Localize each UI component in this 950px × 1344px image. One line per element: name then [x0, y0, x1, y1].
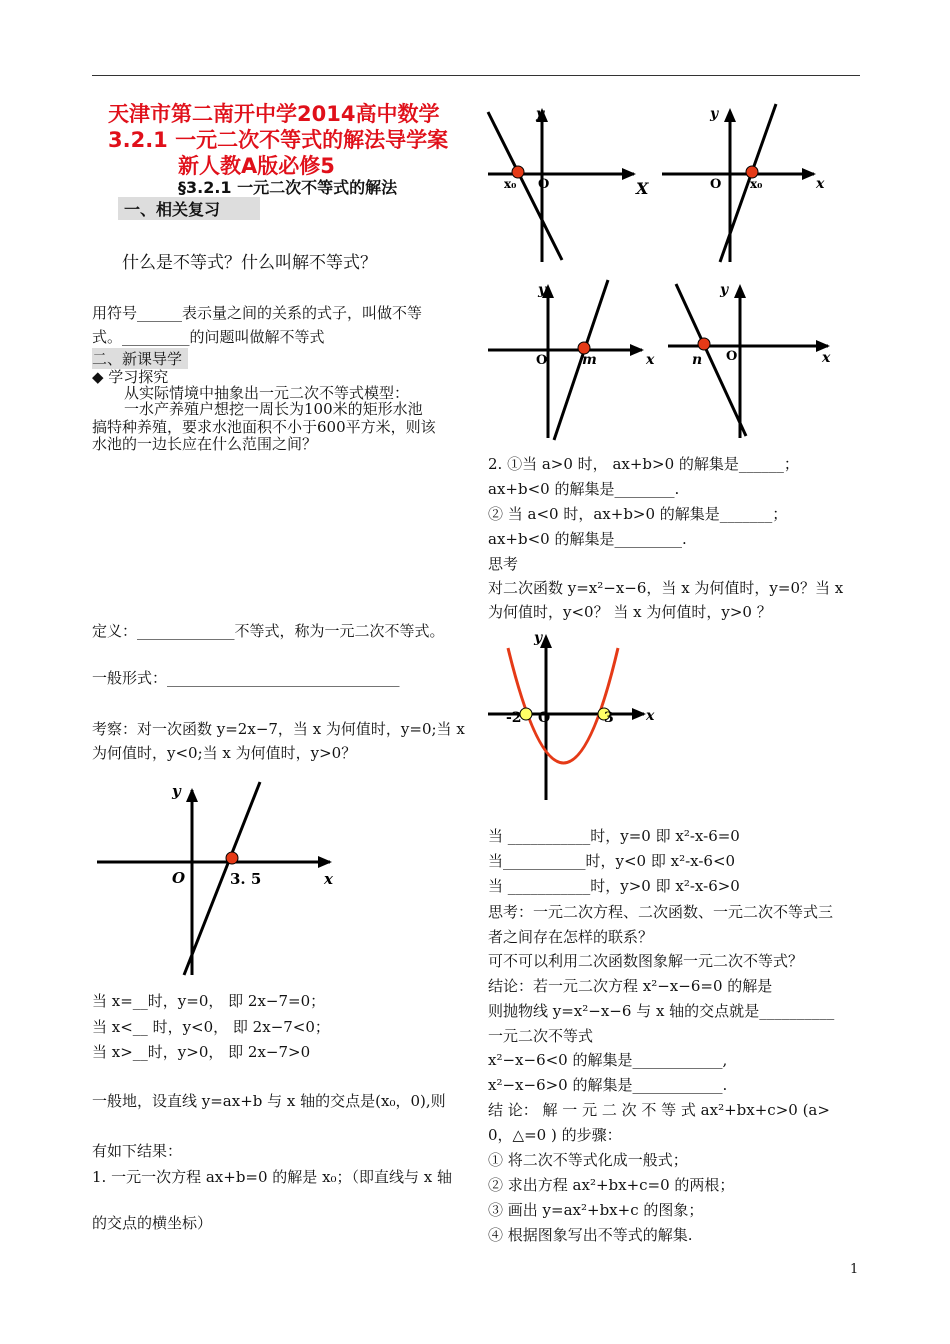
x-label: x: [646, 708, 655, 724]
item-two-a: 2. ①当 a>0 时， ax+b>0 的解集是______；: [488, 455, 799, 473]
x-axis-arrow: [318, 856, 332, 868]
graph-increasing-x0: [658, 100, 838, 270]
part-one-heading: 一、相关复习: [118, 197, 260, 220]
origin-label: O: [172, 869, 186, 887]
y-label: y: [720, 282, 729, 298]
root-point-left: [520, 708, 532, 720]
root-label: 3. 5: [230, 870, 262, 888]
linear-graph-y-2x-7: [92, 780, 342, 980]
when-y-negative: 当___________时，y<0 即 x²-x-6<0: [488, 852, 736, 870]
x-label: x: [324, 870, 333, 888]
when-less: 当 x<__ 时，y<0， 即 2x−7<0；: [92, 1018, 330, 1036]
think-line-2: 为何值时，y<0？ 当 x 为何值时，y>0 ？: [488, 603, 772, 621]
definition-line-2: 式。_________的问题叫做解不等式: [92, 328, 325, 346]
y-axis-arrow: [186, 788, 198, 802]
problem-line-2: 搞特种养殖，要求水池面积不小于600平方米，则该: [92, 418, 436, 436]
y-axis-arrow: [734, 284, 746, 298]
general-form: 一般形式：_______________________________: [92, 669, 400, 687]
conclusion-line-6: 结 论： 解 一 元 二 次 不 等 式 ax²+bx+c>0 (a>: [488, 1101, 830, 1119]
x-axis-arrow: [622, 168, 636, 180]
graph-increasing-m: [484, 276, 664, 446]
when-y-zero: 当 ___________时，y=0 即 x²-x-6=0: [488, 827, 740, 845]
observe-line-2: 为何值时，y<0;当 x 为何值时，y>0？: [92, 744, 357, 762]
parabola-graph: [484, 628, 664, 808]
root-label: x₀: [504, 177, 517, 191]
when-equal: 当 x=__时，y=0， 即 2x−7=0；: [92, 992, 326, 1010]
conclusion-line-5: x²−x−6>0 的解集是____________.: [488, 1076, 728, 1094]
x-label: x: [816, 176, 825, 192]
x-axis-arrow: [802, 168, 816, 180]
root-label: m: [582, 352, 597, 368]
x-axis-arrow: [630, 344, 644, 356]
line-graph: [554, 280, 608, 440]
y-label: y: [172, 782, 181, 800]
step-four: ④ 根据图象写出不等式的解集.: [488, 1226, 693, 1244]
when-greater: 当 x>__时，y>0， 即 2x−7>0: [92, 1043, 311, 1061]
item-one-cont: 的交点的横坐标）: [92, 1214, 213, 1232]
definition-line-1: 用符号______表示量之间的关系的式子，叫做不等: [92, 304, 423, 322]
root-label-left: -2: [506, 710, 522, 726]
problem-line-3: 水池的一边长应在什么范围之间？: [92, 435, 318, 453]
think-heading: 思考: [488, 555, 519, 573]
line-graph: [488, 112, 562, 260]
conclusion-line-2: 则抛物线 y=x²−x−6 与 x 轴的交点就是__________: [488, 1002, 835, 1020]
conclusion-intro: 有如下结果：: [92, 1142, 183, 1160]
origin-label: O: [538, 710, 551, 726]
observe-line-1: 考察：对一次函数 y=2x−7，当 x 为何值时，y=0;当 x: [92, 720, 465, 738]
origin-label: O: [538, 177, 550, 192]
root-point: [226, 852, 238, 864]
section-title: §3.2.1 一元二次不等式的解法: [178, 178, 398, 197]
y-label: y: [538, 282, 547, 298]
page-number: 1: [850, 1262, 859, 1277]
x-axis-arrow: [632, 708, 646, 720]
header-rule: [92, 75, 860, 76]
conclusion-line-4: x²−x−6<0 的解集是____________,: [488, 1051, 728, 1069]
root-label: x₀: [750, 177, 763, 191]
step-three: ③ 画出 y=ax²+bx+c 的图象；: [488, 1201, 704, 1219]
root-label: n: [692, 352, 703, 368]
item-two-d: ax+b<0 的解集是_________.: [488, 530, 687, 548]
conclusion-line-7: 0，△=0 ) 的步骤：: [488, 1126, 622, 1144]
step-two: ② 求出方程 ax²+bx+c=0 的两根；: [488, 1176, 735, 1194]
problem-line-1: 一水产养殖户想挖一周长为100米的矩形水池: [124, 400, 423, 418]
step-one: ① 将二次不等式化成一般式；: [488, 1151, 688, 1169]
title-line-1: 天津市第二南开中学2014高中数学: [108, 102, 440, 126]
x-label: x: [822, 350, 831, 366]
part-two-heading: 二、新课导学: [92, 348, 188, 369]
conclusion-line-3: 一元二次不等式: [488, 1027, 594, 1045]
thought-line-1: 思考：一元二次方程、二次函数、一元二次不等式三: [488, 903, 834, 921]
y-label: y: [534, 630, 543, 646]
definition-blank: 定义：_____________不等式，称为一元二次不等式。: [92, 622, 445, 640]
parabola-curve: [508, 648, 618, 763]
conclusion-line-1: 结论：若一元二次方程 x²−x−6=0 的解是: [488, 977, 773, 995]
when-y-positive: 当 ___________时，y>0 即 x²-x-6>0: [488, 877, 740, 895]
origin-label: O: [710, 177, 722, 192]
question-what-is-inequality: 什么是不等式？什么叫解不等式？: [122, 253, 377, 273]
explore-heading: ◆ 学习探究: [92, 368, 169, 386]
graph-decreasing-x0: [484, 100, 654, 270]
root-point: [698, 338, 710, 350]
title-line-2: 3.2.1 一元二次不等式的解法导学案: [108, 128, 449, 152]
item-two-b: ax+b<0 的解集是________.: [488, 480, 680, 498]
origin-label: O: [726, 349, 738, 364]
y-label: y: [710, 106, 719, 122]
thought-line-3: 可不可以利用二次函数图象解一元二次不等式？: [488, 952, 804, 970]
root-label-right: 3: [604, 710, 614, 726]
title-line-3: 新人教A版必修5: [178, 154, 335, 178]
thought-line-2: 者之间存在怎样的联系？: [488, 928, 654, 946]
item-one: 1. 一元一次方程 ax+b=0 的解是 x₀；（即直线与 x 轴: [92, 1168, 453, 1186]
y-label: y: [536, 106, 545, 122]
think-line-1: 对二次函数 y=x²−x−6，当 x 为何值时，y=0？当 x: [488, 579, 844, 597]
x-label: x: [646, 352, 655, 368]
line-graph: [720, 104, 776, 262]
y-axis-arrow: [724, 108, 736, 122]
origin-label: O: [536, 353, 548, 368]
abstract-text: 从实际情境中抽象出一元二次不等式模型：: [124, 384, 410, 402]
item-two-c: ② 当 a<0 时，ax+b>0 的解集是_______；: [488, 505, 788, 523]
graph-decreasing-n: [664, 276, 844, 446]
x-label: X: [636, 179, 649, 198]
generally-text: 一般地，设直线 y=ax+b 与 x 轴的交点是(x₀，0),则: [92, 1092, 446, 1110]
